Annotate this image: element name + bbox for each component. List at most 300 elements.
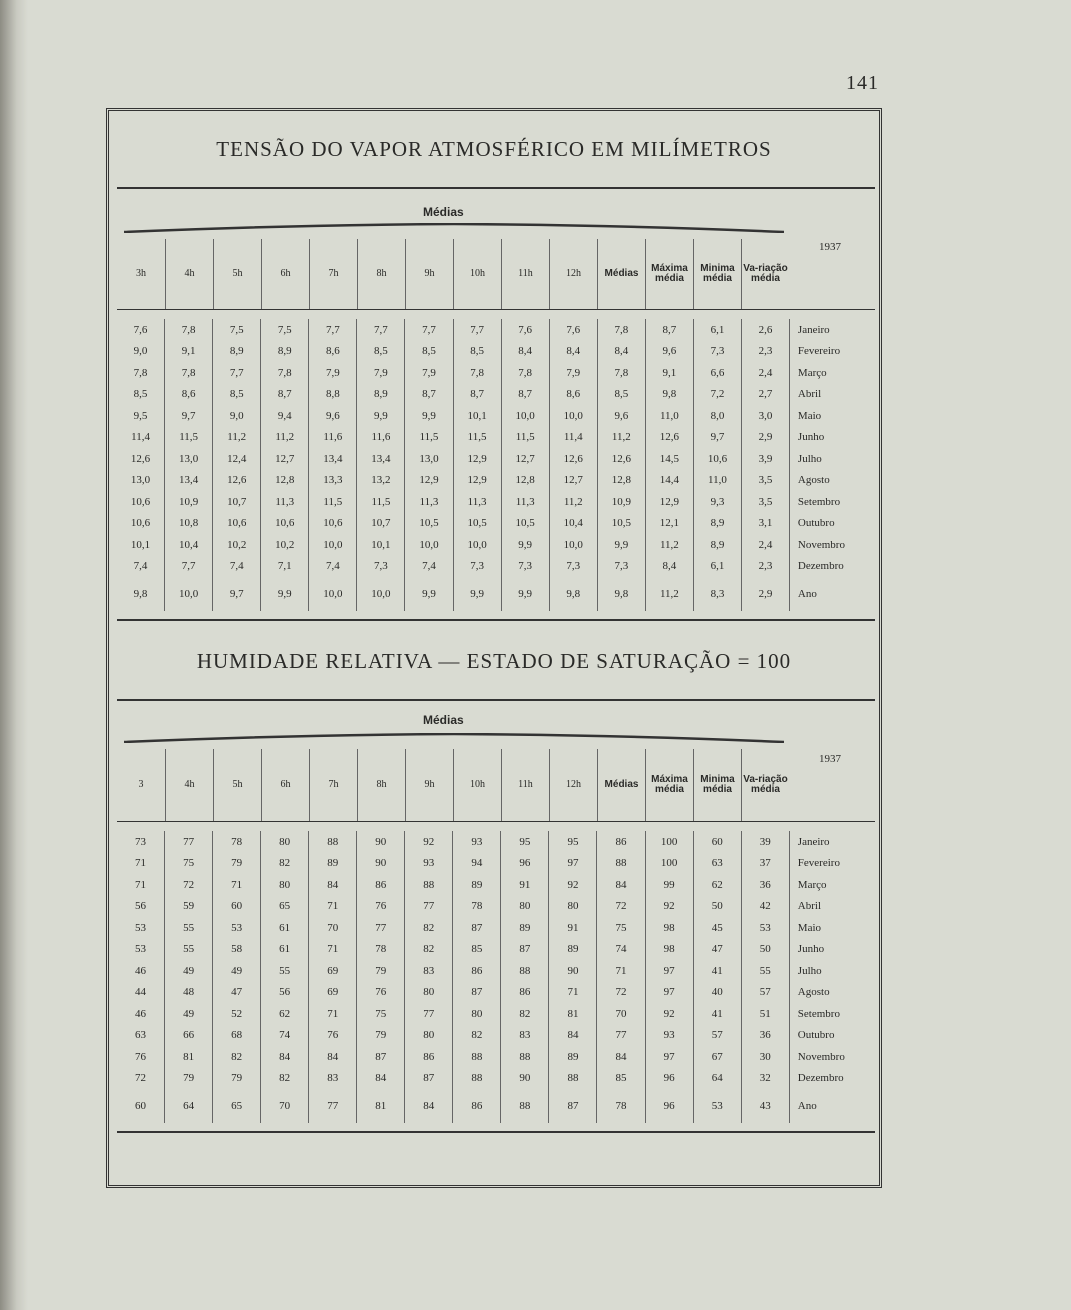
table-cell: 72 (597, 982, 645, 1004)
table-row (117, 1025, 879, 1047)
row-label: Julho (789, 448, 879, 470)
table-cell: 8,6 (309, 341, 357, 363)
column-header: 10h (453, 749, 501, 821)
table-cell: 9,6 (309, 405, 357, 427)
table-cell: 96 (645, 1068, 693, 1090)
table-cell: 83 (501, 1025, 549, 1047)
table-cell: 12,6 (213, 470, 261, 492)
table-cell: 3,0 (742, 405, 790, 427)
table-cell: 79 (357, 960, 405, 982)
table-cell: 9,5 (133, 409, 148, 422)
column-header: 8h (357, 749, 405, 821)
table-row (117, 1089, 879, 1123)
table-cell: 79 (213, 1068, 261, 1090)
table-cell: 64 (165, 1089, 213, 1123)
table-cell: 10,1 (130, 538, 151, 551)
bottom-rule (117, 1131, 875, 1133)
table-cell: 11,5 (309, 491, 357, 513)
column-header: 12h (549, 749, 597, 821)
table-cell: 8,7 (261, 384, 309, 406)
table-cell: 7,3 (501, 556, 549, 578)
column-header: 6h (261, 749, 309, 821)
table-cell: 55 (261, 960, 309, 982)
table-cell: 87 (357, 1046, 405, 1068)
table-cell: 7,2 (693, 384, 741, 406)
table-cell: 72 (165, 874, 213, 896)
table-cell: 88 (501, 960, 549, 982)
table-cell: 9,9 (405, 405, 453, 427)
table-cell: 92 (549, 874, 597, 896)
table-cell: 61 (261, 917, 309, 939)
table-cell: 12,8 (597, 470, 645, 492)
table-cell: 12,6 (597, 448, 645, 470)
table-row (117, 577, 879, 611)
row-label: Janeiro (789, 319, 879, 341)
table-cell: 9,9 (501, 577, 549, 611)
column-header: 4h (165, 749, 213, 821)
table-cell: 77 (165, 831, 213, 853)
table-row (117, 939, 879, 961)
page-number: 141 (846, 72, 879, 94)
row-label: Março (789, 362, 879, 384)
table-cell: 7,9 (357, 362, 405, 384)
table-cell: 8,5 (357, 341, 405, 363)
table-cell: 7,7 (405, 319, 453, 341)
year-label: 1937 (819, 753, 841, 765)
table-cell: 73 (135, 835, 147, 848)
table-cell: 90 (357, 853, 405, 875)
table-cell: 43 (741, 1089, 789, 1123)
table-cell: 46 (135, 1007, 147, 1020)
table-cell: 8,4 (645, 556, 693, 578)
table-cell: 3,5 (742, 491, 790, 513)
table-cell: 13,2 (357, 470, 405, 492)
table-cell: 6,1 (693, 556, 741, 578)
table-cell: 2,4 (742, 534, 790, 556)
table-cell: 75 (165, 853, 213, 875)
medias-label: Médias (423, 713, 464, 727)
column-header: 5h (213, 239, 261, 309)
table-cell: 60 (693, 831, 741, 853)
row-label: Novembro (789, 1046, 879, 1068)
table-row (117, 960, 879, 982)
table-cell: 64 (693, 1068, 741, 1090)
table-cell: 7,3 (549, 556, 597, 578)
table-cell: 10,7 (357, 513, 405, 535)
table-cell: 2,9 (742, 427, 790, 449)
table-row (117, 534, 879, 556)
table-row (117, 853, 879, 875)
table-cell: 78 (453, 896, 501, 918)
table-cell: 3,1 (742, 513, 790, 535)
table-cell: 10,0 (405, 534, 453, 556)
table-row (117, 917, 879, 939)
table-cell: 79 (165, 1068, 213, 1090)
table-cell: 92 (405, 831, 453, 853)
table-cell: 56 (135, 900, 147, 913)
table-row (117, 470, 879, 492)
table-cell: 7,3 (453, 556, 501, 578)
table-cell: 89 (501, 917, 549, 939)
table-cell: 79 (357, 1025, 405, 1047)
table-cell: 2,6 (742, 319, 790, 341)
table-cell: 55 (165, 939, 213, 961)
table-cell: 89 (453, 874, 501, 896)
table-cell: 87 (501, 939, 549, 961)
table-cell: 55 (741, 960, 789, 982)
table-cell: 84 (405, 1089, 453, 1123)
section-rule (117, 619, 875, 621)
table-cell: 98 (645, 917, 693, 939)
table-cell: 2,9 (742, 577, 790, 611)
table-cell: 2,4 (742, 362, 790, 384)
section-title-vapor: TENSÃO DO VAPOR ATMOSFÉRICO EM MILÍMETROS (216, 137, 772, 161)
table-cell: 11,2 (645, 534, 693, 556)
table-row (117, 384, 879, 406)
table-cell: 10,8 (165, 513, 213, 535)
column-header: Médias (597, 749, 645, 821)
table-cell: 69 (309, 960, 357, 982)
table-cell: 7,7 (213, 362, 261, 384)
table-cell: 89 (309, 853, 357, 875)
table-cell: 10,6 (261, 513, 309, 535)
table-cell: 48 (165, 982, 213, 1004)
table-cell: 10,2 (261, 534, 309, 556)
table-cell: 10,0 (501, 405, 549, 427)
table-cell: 7,8 (597, 362, 645, 384)
table-cell: 74 (261, 1025, 309, 1047)
table-cell: 52 (213, 1003, 261, 1025)
table-cell: 9,8 (597, 577, 645, 611)
table-cell: 10,6 (130, 495, 151, 508)
table-cell: 51 (741, 1003, 789, 1025)
table-cell: 77 (597, 1025, 645, 1047)
table-cell: 7,8 (597, 319, 645, 341)
table-cell: 7,3 (693, 341, 741, 363)
row-label: Novembro (789, 534, 879, 556)
table-cell: 8,5 (213, 384, 261, 406)
table-cell: 40 (693, 982, 741, 1004)
table-cell: 88 (453, 1046, 501, 1068)
table-row (117, 982, 879, 1004)
table-cell: 7,8 (133, 366, 148, 379)
table-cell: 100 (645, 853, 693, 875)
column-header: 5h (213, 749, 261, 821)
table-cell: 11,5 (501, 427, 549, 449)
table-cell: 8,5 (405, 341, 453, 363)
table-cell: 9,9 (597, 534, 645, 556)
table-cell: 11,2 (645, 577, 693, 611)
table-cell: 49 (165, 960, 213, 982)
table-cell: 76 (135, 1050, 147, 1063)
row-label: Junho (789, 939, 879, 961)
table-cell: 12,1 (645, 513, 693, 535)
table-cell: 88 (549, 1068, 597, 1090)
column-header: Médias (597, 239, 645, 309)
table-cell: 9,8 (645, 384, 693, 406)
table-cell: 67 (693, 1046, 741, 1068)
table-cell: 77 (405, 896, 453, 918)
table-cell: 7,3 (597, 556, 645, 578)
table-row (117, 405, 879, 427)
table-cell: 8,9 (357, 384, 405, 406)
table-cell: 84 (309, 874, 357, 896)
table-cell: 8,7 (645, 319, 693, 341)
table-cell: 62 (693, 874, 741, 896)
table-cell: 9,9 (405, 577, 453, 611)
row-label: Janeiro (789, 831, 879, 853)
table-cell: 11,4 (131, 431, 150, 444)
table-cell: 71 (309, 939, 357, 961)
table-cell: 36 (741, 874, 789, 896)
table-cell: 11,2 (549, 491, 597, 513)
table-cell: 7,7 (165, 556, 213, 578)
table-cell: 2,3 (742, 556, 790, 578)
table-row (117, 896, 879, 918)
table-cell: 9,9 (261, 577, 309, 611)
table-cell: 2,3 (742, 341, 790, 363)
table-cell: 7,6 (549, 319, 597, 341)
table-cell: 91 (501, 874, 549, 896)
table-cell: 10,4 (165, 534, 213, 556)
table-cell: 86 (501, 982, 549, 1004)
table-cell: 88 (309, 831, 357, 853)
table-cell: 9,1 (165, 341, 213, 363)
column-header: Va-riação média (741, 239, 789, 309)
table-cell: 9,4 (261, 405, 309, 427)
row-label: Outubro (789, 1025, 879, 1047)
table-cell: 11,4 (549, 427, 597, 449)
table-cell: 45 (693, 917, 741, 939)
table-cell: 8,6 (549, 384, 597, 406)
table-cell: 86 (357, 874, 405, 896)
table-cell: 90 (357, 831, 405, 853)
table-cell: 10,5 (501, 513, 549, 535)
column-header: 12h (549, 239, 597, 309)
table-cell: 53 (135, 943, 147, 956)
column-header: 3h (136, 268, 146, 279)
table-cell: 96 (501, 853, 549, 875)
row-label: Dezembro (789, 1068, 879, 1090)
table-cell: 91 (549, 917, 597, 939)
row-label: Julho (789, 960, 879, 982)
table-cell: 12,8 (261, 470, 309, 492)
table-cell: 84 (309, 1046, 357, 1068)
table-cell: 84 (597, 874, 645, 896)
table-cell: 97 (645, 982, 693, 1004)
table-cell: 86 (405, 1046, 453, 1068)
table-cell: 11,2 (261, 427, 309, 449)
table-cell: 10,6 (130, 517, 151, 530)
table-cell: 66 (165, 1025, 213, 1047)
column-header: 7h (309, 749, 357, 821)
table-cell: 61 (261, 939, 309, 961)
table-cell: 39 (741, 831, 789, 853)
table-cell: 7,1 (261, 556, 309, 578)
table-cell: 47 (693, 939, 741, 961)
table-cell: 7,6 (501, 319, 549, 341)
table-cell: 11,3 (501, 491, 549, 513)
table-cell: 82 (501, 1003, 549, 1025)
table-cell: 10,5 (453, 513, 501, 535)
table-cell: 9,9 (357, 405, 405, 427)
table-cell: 75 (357, 1003, 405, 1025)
table-cell: 92 (645, 1003, 693, 1025)
table-cell: 87 (405, 1068, 453, 1090)
table-row (117, 874, 879, 896)
column-header: 9h (405, 239, 453, 309)
table-cell: 50 (741, 939, 789, 961)
table-cell: 82 (405, 917, 453, 939)
table-row (117, 362, 879, 384)
table-cell: 83 (309, 1068, 357, 1090)
table-cell: 80 (261, 831, 309, 853)
row-label: Abril (789, 384, 879, 406)
table-cell: 11,2 (213, 427, 261, 449)
table-cell: 41 (693, 1003, 741, 1025)
title-rule (117, 699, 875, 701)
table-row (117, 448, 879, 470)
table-cell: 72 (597, 896, 645, 918)
table-cell: 12,6 (645, 427, 693, 449)
table-cell: 84 (261, 1046, 309, 1068)
table-cell: 10,9 (165, 491, 213, 513)
column-header: Máxima média (645, 749, 693, 821)
table-cell: 12,7 (549, 470, 597, 492)
table-cell: 88 (453, 1068, 501, 1090)
table-cell: 82 (261, 1068, 309, 1090)
table-cell: 9,7 (165, 405, 213, 427)
table-row (117, 341, 879, 363)
header-rule (117, 309, 875, 310)
table-cell: 7,6 (133, 323, 148, 336)
table-cell: 59 (165, 896, 213, 918)
table-cell: 11,6 (309, 427, 357, 449)
table-cell: 81 (165, 1046, 213, 1068)
table-row (117, 427, 879, 449)
table-cell: 7,9 (549, 362, 597, 384)
table-cell: 12,9 (453, 470, 501, 492)
table-cell: 11,3 (405, 491, 453, 513)
table-cell: 14,5 (645, 448, 693, 470)
table-cell: 6,6 (693, 362, 741, 384)
table-cell: 10,0 (549, 405, 597, 427)
table-cell: 13,3 (309, 470, 357, 492)
table-cell: 63 (693, 853, 741, 875)
table-cell: 13,0 (165, 448, 213, 470)
row-label: Junho (789, 427, 879, 449)
table-cell: 8,3 (693, 577, 741, 611)
table-cell: 81 (357, 1089, 405, 1123)
table-cell: 8,5 (453, 341, 501, 363)
table-cell: 7,8 (453, 362, 501, 384)
vapor-table (117, 319, 879, 611)
table-cell: 84 (597, 1046, 645, 1068)
table-cell: 71 (309, 896, 357, 918)
table-cell: 89 (549, 1046, 597, 1068)
table-cell: 71 (135, 857, 147, 870)
table-cell: 82 (261, 853, 309, 875)
table-frame (106, 108, 882, 1188)
table-cell: 11,5 (405, 427, 453, 449)
table-cell: 53 (741, 917, 789, 939)
row-label: Dezembro (789, 556, 879, 578)
table-cell: 76 (309, 1025, 357, 1047)
year-label: 1937 (819, 241, 841, 253)
table-cell: 8,9 (261, 341, 309, 363)
table-cell: 10,4 (549, 513, 597, 535)
table-cell: 60 (135, 1100, 147, 1112)
table-cell: 37 (741, 853, 789, 875)
table-cell: 53 (693, 1089, 741, 1123)
table-cell: 10,0 (309, 577, 357, 611)
table-cell: 10,5 (597, 513, 645, 535)
table-cell: 10,1 (453, 405, 501, 427)
table-cell: 10,6 (693, 448, 741, 470)
table-cell: 10,0 (309, 534, 357, 556)
table-cell: 94 (453, 853, 501, 875)
row-label: Abril (789, 896, 879, 918)
table-cell: 12,6 (130, 452, 151, 465)
table-cell: 12,8 (501, 470, 549, 492)
table-cell: 55 (165, 917, 213, 939)
table-cell: 9,8 (133, 588, 148, 600)
table-row (117, 1046, 879, 1068)
table-cell: 32 (741, 1068, 789, 1090)
column-headers (117, 749, 789, 821)
table-cell: 97 (645, 1046, 693, 1068)
table-cell: 53 (135, 921, 147, 934)
table-cell: 9,1 (645, 362, 693, 384)
table-cell: 10,2 (213, 534, 261, 556)
table-cell: 80 (501, 896, 549, 918)
table-cell: 9,8 (549, 577, 597, 611)
table-cell: 8,9 (693, 534, 741, 556)
table-cell: 62 (261, 1003, 309, 1025)
table-cell: 80 (405, 1025, 453, 1047)
table-cell: 10,0 (357, 577, 405, 611)
table-cell: 13,4 (165, 470, 213, 492)
table-cell: 85 (597, 1068, 645, 1090)
table-cell: 63 (135, 1029, 147, 1042)
table-cell: 80 (549, 896, 597, 918)
book-spine-shadow (0, 0, 28, 1310)
table-cell: 8,5 (597, 384, 645, 406)
table-row (117, 319, 879, 341)
row-label: Fevereiro (789, 853, 879, 875)
table-cell: 11,5 (165, 427, 213, 449)
table-row (117, 556, 879, 578)
table-cell: 7,5 (213, 319, 261, 341)
column-header: 11h (501, 749, 549, 821)
table-cell: 8,0 (693, 405, 741, 427)
table-cell: 78 (597, 1089, 645, 1123)
table-cell: 58 (213, 939, 261, 961)
table-cell: 88 (501, 1089, 549, 1123)
row-label: Fevereiro (789, 341, 879, 363)
table-cell: 8,4 (549, 341, 597, 363)
row-label: Setembro (789, 1003, 879, 1025)
table-cell: 56 (261, 982, 309, 1004)
table-cell: 78 (357, 939, 405, 961)
table-cell: 77 (405, 1003, 453, 1025)
table-cell: 71 (597, 960, 645, 982)
table-cell: 86 (453, 1089, 501, 1123)
table-row (117, 831, 879, 853)
table-cell: 7,7 (357, 319, 405, 341)
table-cell: 57 (741, 982, 789, 1004)
table-cell: 74 (597, 939, 645, 961)
